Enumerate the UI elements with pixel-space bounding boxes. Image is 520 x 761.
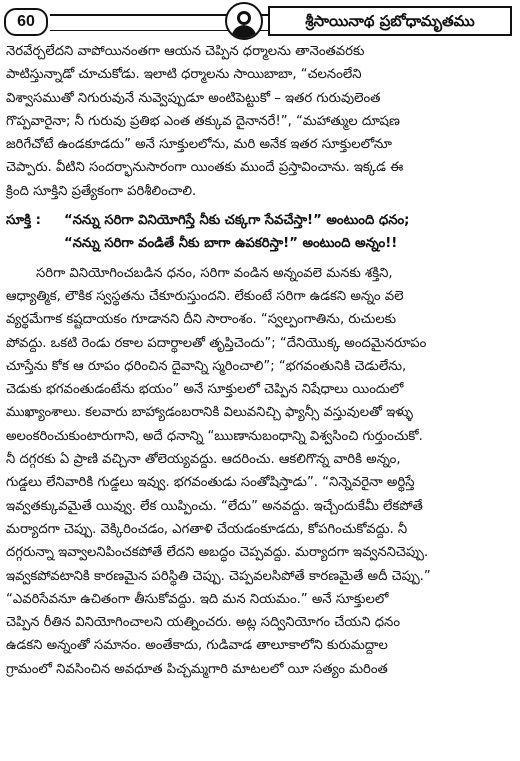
page-number: 60 bbox=[4, 8, 48, 36]
body-line: చూస్తేను కోక ఆ రూపం ధరించిన దైవాన్ని స్మరించాలి”; “భగవంతునికి చెడులేను, bbox=[6, 358, 407, 374]
page-header bbox=[0, 0, 520, 40]
body-line: వ్యర్థమేగాక కష్టదాయకం గూడానని దీని సారాంశం. “స్వల్పంగాతిను, రుచులకు bbox=[6, 312, 397, 328]
body-line: దగ్గరున్నా ఇవ్వాలనిపించకపోతే లేదని అబద్ధం చెప్పవద్దు. మర్యాదగా ఇవ్వననిచెప్పు. bbox=[6, 545, 429, 561]
body-line: నీ దగ్గరకు ఏ ప్రాణి వచ్చినా తోలెయ్యవద్దు. ఆదరించు. ఆకలిగొన్న వారికి అన్నం, bbox=[6, 452, 401, 468]
body-line: నెరవేర్చలేదని వాపోయినంతగా ఆయన చెప్పిన ధర్మాలను తానెంతవరకు bbox=[6, 44, 365, 59]
body-line: ఉడకని అన్నంతో సమానం. అంతేకాదు, గుడివాడ తాలూకాలోని కురుమద్దాల bbox=[6, 638, 388, 654]
body-line: చెడుకు భగవంతుడంటేను భయం” అనే సూక్తులలో చెప్పిన నిషేధాలు యిందులో bbox=[6, 382, 404, 398]
body-line: మర్యాదగా చెప్పు. వెక్కిరించడం, ఎగతాళి చేయడంకూడదు, కోపగించుకోవద్దు. నీ bbox=[6, 521, 408, 537]
body-line: గ్రామంలో నివసించిన అవధూత పిచ్చమ్మగారి మాటలలో యీ సత్యం మరింత bbox=[6, 661, 388, 677]
quote-text: “నన్ను సరిగా వినియోగిస్తే నీకు చక్కగా సేవచేస్తా!” అంటుంది ధనం; bbox=[64, 213, 410, 229]
page-body bbox=[6, 40, 514, 681]
quote-label: సూక్తి : bbox=[6, 213, 41, 229]
body-line: ముఖ్యాంశాలు. కలవారు బాహ్యాడంబరానికి విలువనిచ్చి ఫ్యాన్సీ వస్తువులతో ఇళ్ళు bbox=[6, 405, 414, 421]
body-line: సరిగా వినియోగించబడిన ధనం, సరిగా వండిన అన్నంవలె మనకు శక్తిని, bbox=[36, 265, 393, 281]
body-line: క్రింది సూక్తిని ప్రత్యేకంగా పరిశీలించాలి. bbox=[6, 183, 197, 199]
body-line: జరిగేచోటే ఉండకూడదు” అనే సూక్తులలోను, మరి అనేక ఇతర సూక్తులలోనూ bbox=[6, 137, 392, 153]
quote-line-1 bbox=[6, 209, 514, 232]
body-line: అలంకరించుకుంటారుగాని, అదే ధనాన్ని “ఋణానుబంధాన్ని విశ్వసించి గుర్తుంచుకో. bbox=[6, 428, 423, 444]
body-line: ఇవ్వకపోవటానికి కారణమైన పరిస్థితి చెప్పు. చెప్పవలసిపోతే కారణమైతే అదీ చెప్పు.” bbox=[6, 568, 431, 584]
quote-line-2 bbox=[6, 232, 514, 255]
body-line: గుడ్డలు లేనివారికి గుడ్డలు ఇవ్వు. భగవంతుడు సంతోషిస్తాడు”. “నిన్నెవరైనా అర్థిస్తే bbox=[6, 475, 415, 491]
body-line: విశ్వాసముతో నిగురువునే నువ్వెప్పుడూ అంటిపెట్టుకో – ఇతర గురువులెంత bbox=[6, 90, 381, 106]
body-line: పాటిస్తున్నాడో చూచుకోడు. ఇలాటి ధర్మాలను సాయిబాబా, “చలనంలేని bbox=[6, 67, 362, 83]
body-line: గొప్పవారైనా; నీ గురువు ప్రతిభ ఎంత తక్కువ దైనానరే!”, “మహాత్ముల దూషణ bbox=[6, 113, 400, 129]
body-line: చెప్పిన రీతిన వినియోగించాలని యత్నించరు. అట్ల సద్వినియోగం చేయని ధనం bbox=[6, 615, 400, 631]
body-line: పోవద్దు. ఒకటి రెండు రకాల పదార్థాలతో తృప్తిచెందు”; “దేనియొక్క అందమైనరూపం bbox=[6, 335, 427, 351]
book-title: శ్రీసాయినాథ ప్రబోధామృతము bbox=[268, 6, 512, 36]
saint-portrait-icon bbox=[225, 2, 263, 40]
body-line: ఆధ్యాత్మిక, లౌకిక స్వస్థతను చేకూరుస్తుందని. లేకుంటే సరిగా ఉడకని అన్నం వలె bbox=[6, 288, 404, 304]
quote-text: “నన్ను సరిగా వండితే నీకు బాగా ఉపకరిస్తా!” అంటుంది అన్నం!! bbox=[64, 236, 398, 252]
body-line: “ఎవరిసేవనూ ఉచితంగా తీసుకోవద్దు. ఇది మన నియమం.” అనే సూక్తులలో bbox=[6, 591, 389, 607]
body-line: చెప్పారు. వీటిని సందర్భానుసారంగా యింతకు ముందే ప్రస్తావించాను. ఇక్కడ ఈ bbox=[6, 160, 404, 176]
body-line: ఇవ్వతక్కువమైతే యివ్వు. లేక యిప్పించు. “లేదు” అనవద్దు. ఇచ్చేందుకేమీ లేకపోతే bbox=[6, 498, 423, 514]
